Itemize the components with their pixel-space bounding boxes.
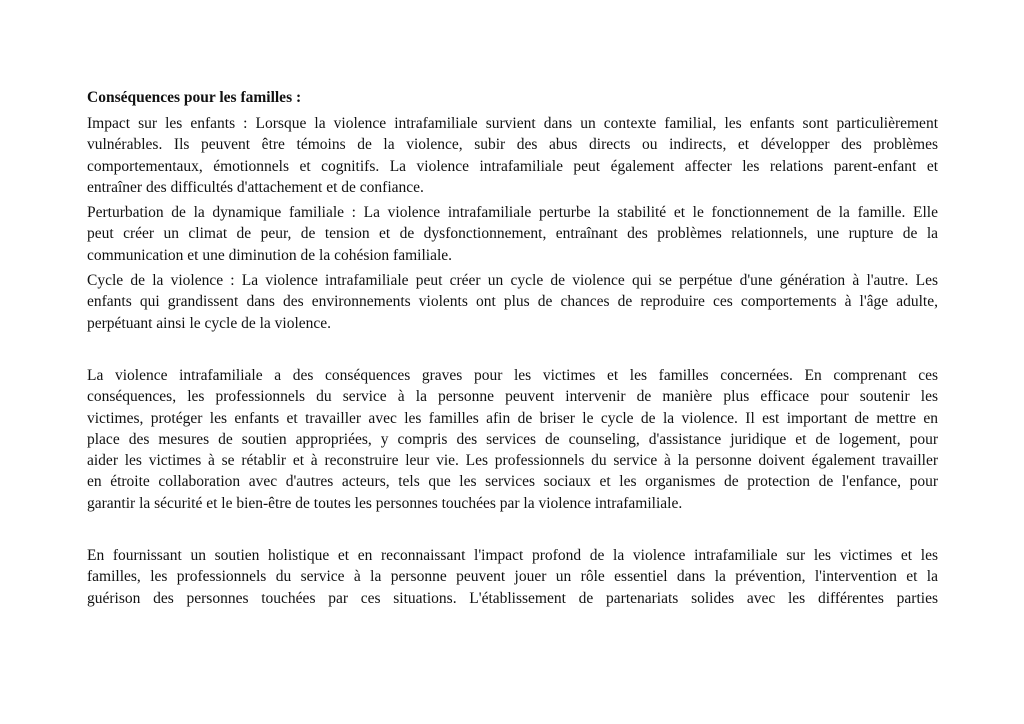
text-line: communication et une diminution de la cohésion familiale. xyxy=(87,246,453,264)
paragraph-dynamique-familiale xyxy=(87,202,938,266)
paragraph-spacer xyxy=(87,514,938,545)
paragraph-spacer xyxy=(87,334,938,365)
text-line: victimes, protéger les enfants et travailler avec les familles afin de briser le cycle de la violence. Il est important de mettre en xyxy=(87,409,938,427)
text-line: peut créer un climat de peur, de tension et de dysfonctionnement, entraînant des problèmes relationnels, une rupture de la xyxy=(87,225,938,243)
text-line: Cycle de la violence : La violence intrafamiliale peut créer un cycle de violence qui se perpétue d'une génération à l'autre. Les xyxy=(87,272,938,290)
text-line: place des mesures de soutien appropriées, y compris des services de counseling, d'assistance juridique et de logement, pour xyxy=(87,430,938,448)
paragraph-impact-enfants xyxy=(87,113,938,198)
paragraph-cycle-violence xyxy=(87,270,938,334)
text-line: comportementaux, émotionnels et cognitifs. La violence intrafamiliale peut également affecter les relations parent-enfant et xyxy=(87,157,938,175)
text-line: familles, les professionnels du service à la personne peuvent jouer un rôle essentiel dans la prévention, l'intervention et la xyxy=(87,568,938,586)
paragraph-soutien-holistique xyxy=(87,545,938,609)
text-line: perpétuant ainsi le cycle de la violence. xyxy=(87,314,332,332)
text-line: enfants qui grandissent dans des environnements violents ont plus de chances de reproduire ces comportements à l'âge adulte, xyxy=(87,293,938,311)
text-line: entraîner des difficultés d'attachement et de confiance. xyxy=(87,178,424,196)
text-line: Impact sur les enfants : Lorsque la violence intrafamiliale survient dans un contexte familial, les enfants sont particulièrement xyxy=(87,115,938,132)
document-page xyxy=(87,88,938,609)
text-line: conséquences, les professionnels du service à la personne peuvent intervenir de manière plus efficace pour soutenir les xyxy=(87,388,938,406)
text-line: La violence intrafamiliale a des conséquences graves pour les victimes et les familles concernées. En comprenant ces xyxy=(87,366,938,384)
text-line: en étroite collaboration avec d'autres acteurs, tels que les services sociaux et les organismes de protection de l'enfance, pour xyxy=(87,473,938,491)
section-heading: Conséquences pour les familles : xyxy=(87,89,302,106)
text-line: aider les victimes à se rétablir et à reconstruire leur vie. Les professionnels du service à la personne doivent également travailler xyxy=(87,452,938,470)
text-line: guérison des personnes touchées par ces situations. L'établissement de partenariats solides avec les différentes parties xyxy=(87,589,938,607)
text-line: Perturbation de la dynamique familiale : La violence intrafamiliale perturbe la stabilité et le fonctionnement de la famille. Elle xyxy=(87,204,938,222)
text-line: En fournissant un soutien holistique et en reconnaissant l'impact profond de la violence intrafamiliale sur les victimes et les xyxy=(87,547,938,565)
text-line: garantir la sécurité et le bien-être de toutes les personnes touchées par la violence intrafamiliale. xyxy=(87,494,683,512)
text-line: vulnérables. Ils peuvent être témoins de la violence, subir des abus directs ou indirects, et développer des problèmes xyxy=(87,136,938,154)
paragraph-consequences-graves xyxy=(87,365,938,514)
